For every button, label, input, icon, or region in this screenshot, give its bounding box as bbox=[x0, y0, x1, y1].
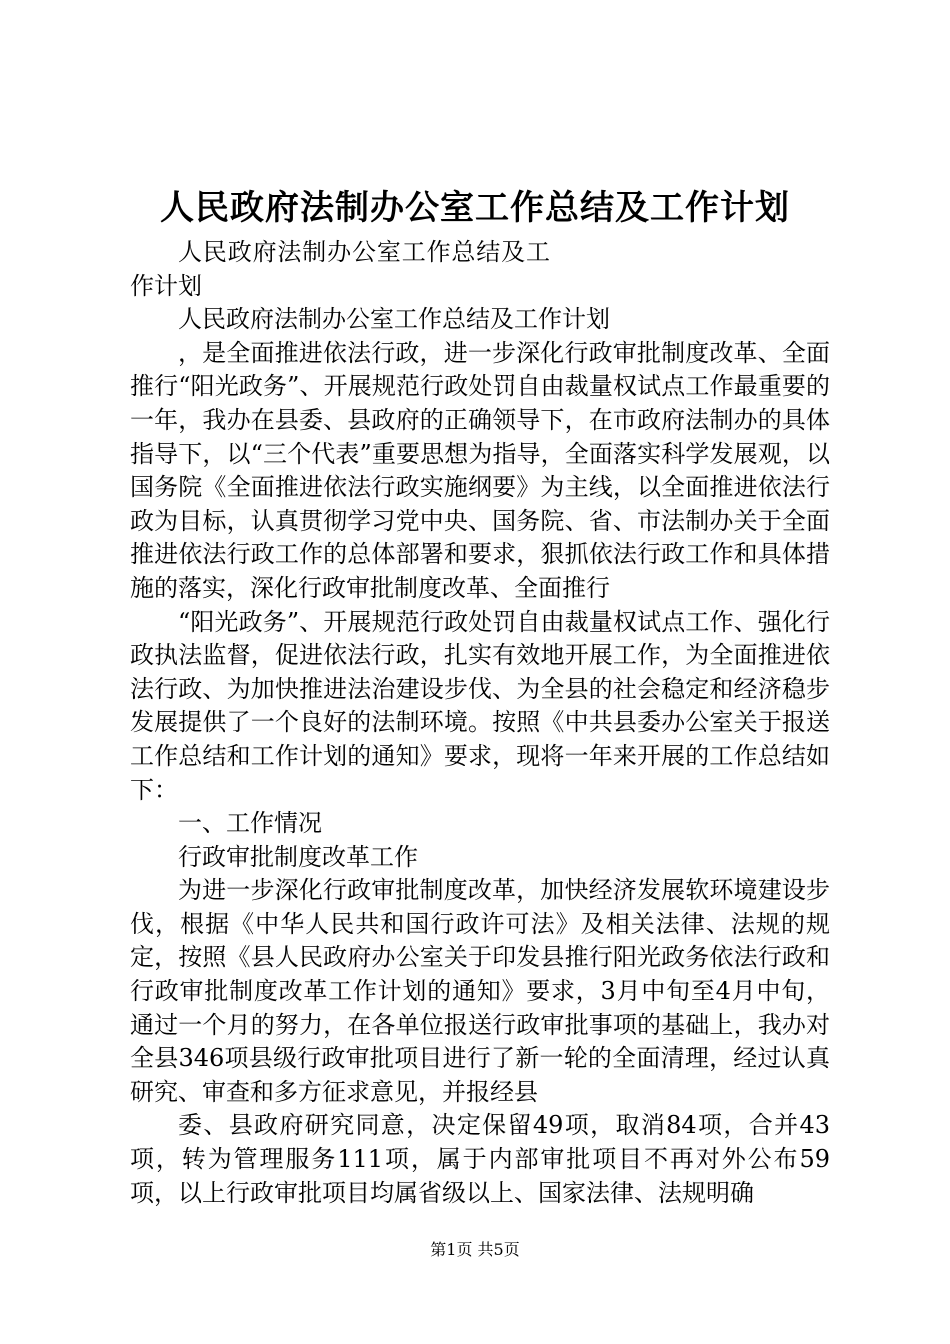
paragraph-heading: 人民政府法制办公室工作总结及工作计划 bbox=[178, 305, 610, 334]
document-body bbox=[130, 236, 830, 1210]
paragraph-reform-continued: 委、县政府研究同意，决定保留49项，取消84项，合并43项，转为管理服务111项，属于内部审批项目不再对外公布59项，以上行政审批项目均属省级以上、国家法律、法规明确 bbox=[130, 1111, 830, 1207]
paragraph-subtitle: 人民政府法制办公室工作总结及工作计划 bbox=[130, 238, 550, 300]
section-heading: 一、工作情况 bbox=[178, 809, 322, 838]
paragraph-reform: 为进一步深化行政审批制度改革，加快经济发展软环境建设步伐，根据《中华人民共和国行政许可法》及相关法律、法规的规定，按照《县人民政府办公室关于印发县推行阳光政务依法行政和行政审批制度改革工作计划的通知》要求，3月中旬至4月中旬，通过一个月的努力，在各单位报送行政审批事项的基础上，我办对全县346项县级行政审批项目进行了新一轮的全面清理，经过认真研究、审查和多方征求意见，并报经县 bbox=[130, 876, 830, 1106]
paragraph-intro: ，是全面推进依法行政，进一步深化行政审批制度改革、全面推行“阳光政务”、开展规范行政处罚自由裁量权试点工作最重要的一年，我办在县委、县政府的正确领导下，在市政府法制办的具体指导下，以“三个代表”重要思想为指导，全面落实科学发展观，以国务院《全面推进依法行政实施纲要》为主线，以全面推进依法行政为目标，认真贯彻学习党中央、国务院、省、市法制办关于全面推进依法行政工作的总体部署和要求，狠抓依法行政工作和具体措施的落实，深化行政审批制度改革、全面推行 bbox=[130, 338, 830, 602]
page-footer: 第1页 共5页 bbox=[430, 1240, 520, 1259]
page-title: 人民政府法制办公室工作总结及工作计划 bbox=[160, 188, 790, 228]
paragraph-intro-continued: “阳光政务”、开展规范行政处罚自由裁量权试点工作、强化行政执法监督，促进依法行政，扎实有效地开展工作，为全面推进依法行政、为加快推进法治建设步伐、为全县的社会稳定和经济稳步发展提供了一个良好的法制环境。按照《中共县委办公室关于报送工作总结和工作计划的通知》要求，现将一年来开展的工作总结如下： bbox=[130, 607, 830, 804]
subsection-heading: 行政审批制度改革工作 bbox=[178, 842, 418, 871]
